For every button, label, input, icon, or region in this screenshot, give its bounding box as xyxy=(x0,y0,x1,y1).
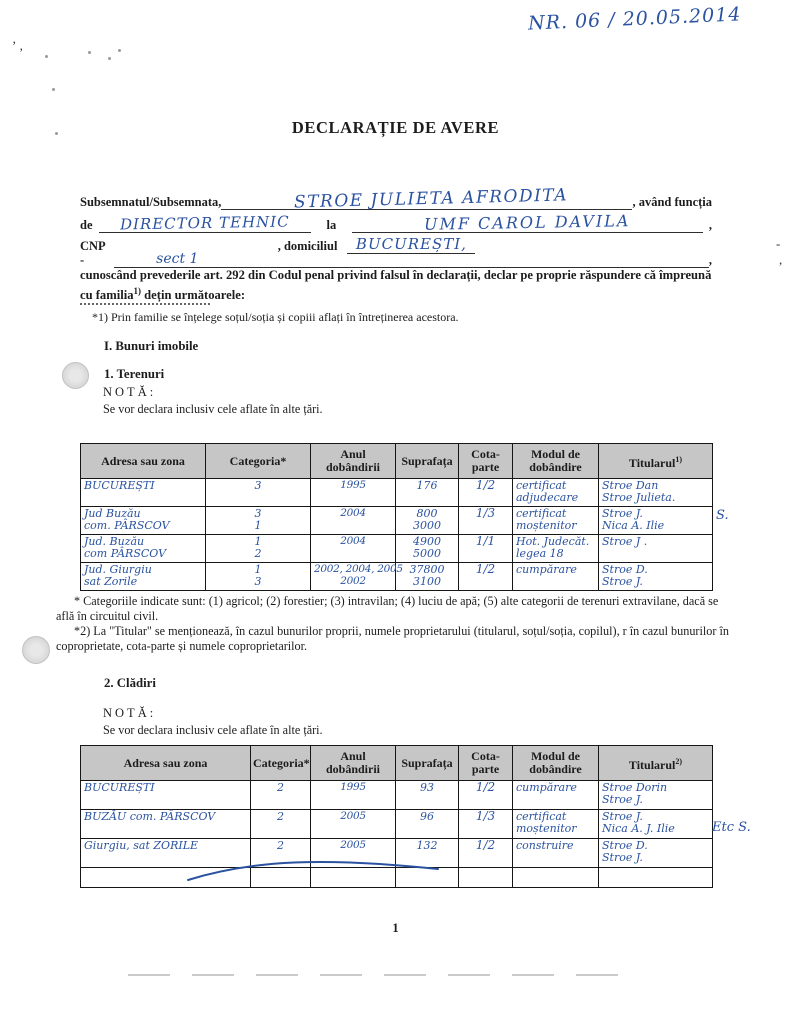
handwritten-entry: 93 xyxy=(420,781,434,794)
handwritten-entry: 3 xyxy=(254,507,262,520)
handwritten-entry: 3100 xyxy=(413,574,441,588)
terenuri-header-row xyxy=(81,444,713,479)
cell-adresa xyxy=(81,810,251,839)
cell-cota xyxy=(459,479,513,507)
cell-anul xyxy=(311,535,396,563)
domicile-line2-value: sect 1 xyxy=(156,251,199,267)
handwritten-entry: 37800 xyxy=(409,563,445,576)
handwritten-entry: 132 xyxy=(416,839,438,852)
handwritten-entry: Stroe J. xyxy=(602,792,643,806)
handwritten-entry: Stroe D. xyxy=(602,563,648,576)
header-categoria: Categoria* xyxy=(251,746,311,781)
handwritten-entry: 2002, 2004, 2005 xyxy=(314,563,403,575)
cell-titular xyxy=(599,535,713,563)
handwritten-entry: 2005 xyxy=(340,839,366,851)
header-categoria: Categoria* xyxy=(206,444,311,479)
header-modul: Modul de dobândire xyxy=(513,746,599,781)
header-cota: Cota-parte xyxy=(459,746,513,781)
table-row xyxy=(81,479,713,507)
cladiri-header-row xyxy=(81,746,713,781)
cell-suprafata xyxy=(396,563,459,591)
handwritten-entry: certificat xyxy=(516,479,567,492)
categories-footnote: * Categoriile indicate sunt: (1) agricol; (2) forestier; (3) intravilan; (4) luciu de apă; (5) alte categorii de terenuri extravilane, dacă se află în circuitul civil. xyxy=(56,594,719,623)
cell-anul xyxy=(311,479,396,507)
table-row xyxy=(81,563,713,591)
handwritten-entry: BUCUREȘTI xyxy=(84,781,155,794)
function-value: DIRECTOR TEHNIC xyxy=(119,212,290,234)
handwritten-entry: 800 xyxy=(416,507,438,520)
table-row xyxy=(81,507,713,535)
handwritten-entry: certificat xyxy=(516,507,567,520)
section-terenuri: 1. Terenuri xyxy=(104,367,165,381)
handwritten-entry: sat Zorile xyxy=(84,574,138,588)
cell-adresa xyxy=(81,507,206,535)
header-titularul xyxy=(599,746,713,781)
cell-titular xyxy=(599,479,713,507)
scan-speck xyxy=(118,49,121,52)
scan-speck xyxy=(45,55,48,58)
domiciliul-label: , domiciliul xyxy=(277,239,338,253)
handwritten-entry: 2 xyxy=(277,781,284,794)
header-anul: Anul dobândirii xyxy=(311,444,396,479)
table-row xyxy=(81,535,713,563)
punch-hole-artifact xyxy=(62,362,89,389)
handwritten-entry: 1/3 xyxy=(475,506,496,520)
cell-titular xyxy=(599,868,713,888)
handwritten-entry: Giurgiu, sat ZORILE xyxy=(84,839,199,852)
cell-anul xyxy=(311,810,396,839)
handwritten-entry: BUZĂU com. PÂRSCOV xyxy=(84,810,216,823)
punch-hole-artifact xyxy=(22,636,50,664)
handwritten-entry: 1/2 xyxy=(475,562,496,576)
page-number: 1 xyxy=(392,921,399,935)
handwritten-entry: Stroe J. xyxy=(602,810,643,823)
handwritten-entry: Stroe Dan xyxy=(602,479,659,492)
cell-adresa xyxy=(81,479,206,507)
cell-cota xyxy=(459,839,513,868)
cell-modul xyxy=(513,868,599,888)
handwritten-entry: legea 18 xyxy=(516,546,564,560)
handwritten-entry: 5000 xyxy=(413,546,441,560)
handwritten-entry: 3 xyxy=(254,574,262,588)
nota-label: NOTĂ: xyxy=(103,385,157,399)
handwritten-entry: Stroe J . xyxy=(602,535,648,548)
header-anul: Anul dobândirii xyxy=(311,746,396,781)
cell-categoria xyxy=(206,507,311,535)
table-row xyxy=(81,810,713,839)
scan-speck xyxy=(108,57,111,60)
handwritten-entry: 1/2 xyxy=(475,838,496,852)
cell-categoria xyxy=(206,479,311,507)
header-titularul-sup: 2) xyxy=(675,756,683,766)
handwritten-entry: 176 xyxy=(416,479,438,492)
handwritten-entry: com PÂRSCOV xyxy=(84,546,167,560)
subsemnatul-label: Subsemnatul/Subsemnata, xyxy=(80,195,222,209)
cell-titular xyxy=(599,507,713,535)
cell-anul xyxy=(311,781,396,810)
handwritten-entry: Stroe Dorin xyxy=(602,781,668,794)
handwritten-entry: Jud Buzău xyxy=(84,507,141,520)
cell-categoria xyxy=(206,563,311,591)
handwritten-entry: 1/1 xyxy=(475,534,496,548)
cell-cota xyxy=(459,507,513,535)
margin-comma: , xyxy=(779,252,783,267)
registration-number: NR. 06 / 20.05.2014 xyxy=(527,3,742,35)
cell-categoria xyxy=(206,535,311,563)
family-footnote: *1) Prin familie se înțelege soțul/soția și copiii aflați în întreținerea acestora. xyxy=(92,310,459,324)
scan-smudge xyxy=(128,974,628,976)
header-titularul-sup: 1) xyxy=(675,454,683,464)
handwritten-entry: 4900 xyxy=(413,535,441,548)
header-titularul-text: Titularul xyxy=(628,757,676,772)
cell-titular xyxy=(599,810,713,839)
cnp-label: CNP xyxy=(80,239,106,253)
cell-cota xyxy=(459,781,513,810)
legal-footnote-ref: 1) xyxy=(133,285,142,296)
handwritten-entry: 1 xyxy=(254,563,262,576)
domicile-value: BUCUREȘTI, xyxy=(355,235,467,253)
cell-adresa xyxy=(81,563,206,591)
handwritten-entry: 2002 xyxy=(340,574,366,587)
dotted-divider xyxy=(80,303,210,305)
table-footnotes xyxy=(56,594,734,654)
scan-mark: ʼ , xyxy=(12,38,23,53)
handwritten-entry: 3000 xyxy=(413,518,441,532)
form-line-name xyxy=(80,185,712,213)
handwritten-entry: Stroe J. xyxy=(602,850,643,864)
handwritten-entry: moștenitor xyxy=(516,518,577,532)
handwritten-entry: 1 xyxy=(254,535,262,548)
handwritten-entry: moștenitor xyxy=(516,821,577,835)
section-cladiri: 2. Clădiri xyxy=(104,676,156,690)
margin-dash: - xyxy=(776,236,781,251)
cell-categoria xyxy=(251,810,311,839)
handwritten-entry: cumpărare xyxy=(516,781,577,794)
titular-overflow-note: S. xyxy=(716,508,729,523)
cell-suprafata xyxy=(396,507,459,535)
header-suprafata: Suprafața xyxy=(396,444,459,479)
cell-adresa xyxy=(81,535,206,563)
cell-modul xyxy=(513,839,599,868)
cell-modul xyxy=(513,781,599,810)
legal-text: cunoscând prevederile art. 292 din Codul penal privind falsul în declarații, declar pe proprie răspundere că împreună cu familia xyxy=(80,268,712,302)
cell-cota xyxy=(459,535,513,563)
handwritten-entry: adjudecare xyxy=(516,490,579,504)
header-adresa: Adresa sau zona xyxy=(81,746,251,781)
handwritten-entry: 1/2 xyxy=(475,780,496,794)
header-titularul-text: Titularul xyxy=(628,455,676,470)
handwritten-entry: 96 xyxy=(420,810,434,823)
cell-modul xyxy=(513,507,599,535)
form-line-domicile2 xyxy=(80,248,712,268)
header-titularul xyxy=(599,444,713,479)
legal-text-end: dețin următoarele: xyxy=(141,287,246,302)
handwritten-entry: 3 xyxy=(254,479,262,492)
handwritten-entry: construire xyxy=(516,839,574,852)
header-suprafata: Suprafața xyxy=(396,746,459,781)
cell-suprafata xyxy=(396,810,459,839)
nota-text-2: Se vor declara inclusiv cele aflate în alte țări. xyxy=(103,723,323,737)
handwritten-entry: cumpărare xyxy=(516,563,577,576)
handwritten-entry: BUCUREȘTI xyxy=(84,479,155,492)
header-cota: Cota-parte xyxy=(459,444,513,479)
page-title: DECLARAȚIE DE AVERE xyxy=(291,118,500,137)
cell-anul xyxy=(311,563,403,591)
name-value: STROE JULIETA AFRODITA xyxy=(293,185,569,213)
handwritten-entry: Jud. Giurgiu xyxy=(84,563,152,576)
table-row xyxy=(81,781,713,810)
handwritten-entry: Stroe Julieta. xyxy=(602,490,676,504)
scan-speck xyxy=(52,88,55,91)
cell-anul xyxy=(311,507,396,535)
cell-adresa xyxy=(81,781,251,810)
handwritten-entry: Hot. Judecăt. xyxy=(516,535,590,548)
avand-functia-label: , având funcția xyxy=(632,195,712,209)
handwritten-entry: 2 xyxy=(277,839,284,852)
name-field xyxy=(221,185,632,213)
employer-value: UMF CAROL DAVILA xyxy=(424,211,631,234)
la-label: la xyxy=(326,218,337,232)
titular-overflow-note: Etc S. xyxy=(712,820,751,835)
cell-modul xyxy=(513,535,599,563)
nota-text: Se vor declara inclusiv cele aflate în alte țări. xyxy=(103,402,323,416)
handwritten-entry: Nica A. Ilie xyxy=(602,518,665,532)
cell-titular xyxy=(599,839,713,868)
nota-label-2: NOTĂ: xyxy=(103,706,157,720)
handwritten-entry: 2004 xyxy=(340,507,366,519)
margin-dash-left: - xyxy=(80,253,85,267)
cell-modul xyxy=(513,563,599,591)
handwritten-entry: 2005 xyxy=(340,810,366,822)
handwritten-entry: Jud. Buzău xyxy=(84,535,145,548)
handwritten-entry: Stroe D. xyxy=(602,839,648,852)
handwritten-entry: Stroe J. xyxy=(602,507,643,520)
comma-mark: , xyxy=(708,218,712,232)
cell-titular xyxy=(599,563,713,591)
handwritten-entry: 1995 xyxy=(340,479,366,491)
cell-suprafata xyxy=(396,535,459,563)
terenuri-table xyxy=(80,443,713,591)
handwritten-entry: 1995 xyxy=(340,781,366,793)
handwritten-entry: 2 xyxy=(277,810,284,823)
handwritten-entry: com. PÂRSCOV xyxy=(84,518,170,532)
de-label: de xyxy=(80,218,93,232)
header-adresa: Adresa sau zona xyxy=(81,444,206,479)
handwritten-entry: 1 xyxy=(254,518,262,532)
domicile-line2-field xyxy=(114,251,709,268)
cell-suprafata xyxy=(396,479,459,507)
handwritten-entry: 2004 xyxy=(340,535,366,547)
cell-suprafata xyxy=(396,781,459,810)
cell-categoria xyxy=(251,781,311,810)
cell-cota xyxy=(459,563,513,591)
handwritten-entry: Nica A. J. Ilie xyxy=(602,821,675,835)
cell-modul xyxy=(513,810,599,839)
scan-speck xyxy=(88,51,91,54)
handwritten-entry: 2 xyxy=(254,546,262,560)
handwritten-entry: 1/3 xyxy=(475,809,496,823)
comma-mark: , xyxy=(708,253,712,267)
pen-flourish xyxy=(183,856,443,886)
cell-modul xyxy=(513,479,599,507)
section-bunuri-imobile: I. Bunuri imobile xyxy=(104,339,199,353)
handwritten-entry: 1/2 xyxy=(475,478,496,492)
handwritten-entry: certificat xyxy=(516,810,567,823)
cell-cota xyxy=(459,810,513,839)
cell-cota xyxy=(459,868,513,888)
header-modul: Modul de dobândire xyxy=(513,444,599,479)
cell-titular xyxy=(599,781,713,810)
legal-paragraph xyxy=(80,268,722,303)
handwritten-entry: Stroe J. xyxy=(602,574,643,588)
titular-footnote: *2) La "Titular" se menționează, în cazul bunurilor proprii, numele proprietarului (titularul, soțul/soția, copilul), r în cazul bunurilor în coproprietate, cota-parte și numele coproprietarilor. xyxy=(56,624,729,653)
